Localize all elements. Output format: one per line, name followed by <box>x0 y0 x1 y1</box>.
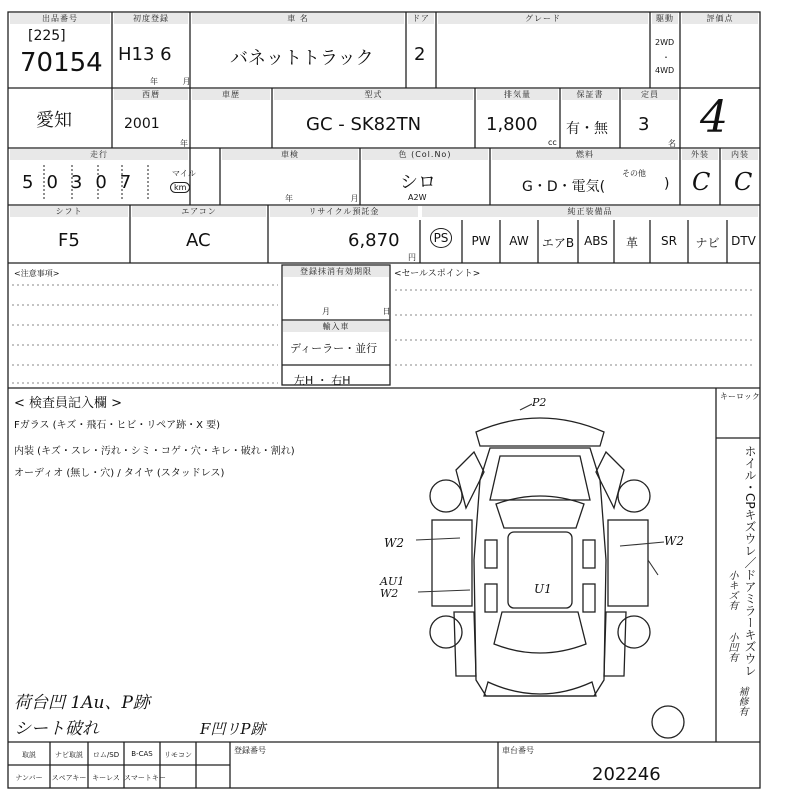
damage-mark-right: W2 <box>664 534 684 548</box>
caution-label: <注意事項> <box>14 269 60 278</box>
model-label: 型式 <box>274 89 473 100</box>
shift-value: F5 <box>58 230 80 251</box>
handwritten-note-1: 荷台凹 1Au、P跡 <box>14 693 150 713</box>
mileage-unit-mile: マイル <box>172 169 196 178</box>
exterior-value: C <box>692 168 711 196</box>
handwritten-note-2: シート破れ <box>14 719 99 739</box>
first-reg-units: 年 月 <box>150 77 191 86</box>
equipment-2: PW <box>471 234 491 248</box>
lot-number: 70154 <box>20 48 103 78</box>
inspector-line1: Fガラス (キズ・飛石・ヒビ・リペア跡・X 要) <box>14 420 221 431</box>
ac-label: エアコン <box>132 206 266 217</box>
interior-label: 内装 <box>722 149 758 160</box>
small-mark-3: 補修有 <box>736 686 747 716</box>
doors-value: 2 <box>414 44 426 65</box>
fuel-other: その他 <box>622 169 646 178</box>
model-value: GC - SK82TN <box>306 114 422 135</box>
damage-mark-front: P2 <box>532 396 547 409</box>
equipment-label: 純正装備品 <box>422 206 758 217</box>
damage-mark-left-rear: AU1 W2 <box>380 575 405 600</box>
capacity-label: 定員 <box>622 89 678 100</box>
first-reg-label: 初度登録 <box>114 13 188 24</box>
handwritten-note-3: F凹リP跡 <box>200 720 266 738</box>
first-reg-value: H13 6 <box>118 44 172 65</box>
import-label: 輸入車 <box>283 321 389 332</box>
lot-label: 出品番号 <box>10 13 110 24</box>
fuel-label: 燃料 <box>492 149 678 160</box>
footer-item-a-4: B-CAS <box>131 750 153 758</box>
damage-mark-roof: U1 <box>534 582 552 596</box>
equipment-1: PS <box>420 231 462 245</box>
footer-item-a-3: ロム/SD <box>92 751 120 759</box>
displacement-label: 排気量 <box>477 89 558 100</box>
reg-expiry-units: 月 日 <box>322 307 391 316</box>
equipment-8: ナビ <box>695 236 720 250</box>
shaken-label: 車検 <box>222 149 358 160</box>
inspection-label: 車歴 <box>192 89 270 100</box>
equipment-5: ABS <box>584 234 608 248</box>
car-name-label: 車 名 <box>192 13 404 24</box>
recycle-unit: 円 <box>408 253 416 262</box>
equipment-6: 革 <box>625 236 638 250</box>
color-label: 色 (Col.No) <box>362 149 488 160</box>
sales-point-label: <セールスポイント> <box>394 269 481 279</box>
car-name-value: バネットトラック <box>230 48 374 69</box>
reg-expiry-label: 登録抹消有効期限 <box>283 266 389 277</box>
footer-item-a-5: リモコン <box>164 751 192 759</box>
color-value: シロ <box>400 172 436 193</box>
footer-item-b-2: スペアキー <box>51 774 87 782</box>
footer-item-b-3: キーレス <box>92 774 120 782</box>
footer-item-a-2: ナビ取説 <box>55 751 83 759</box>
fuel-close: ) <box>664 176 670 192</box>
drive-label: 駆動 <box>652 13 678 24</box>
recycle-label: リサイクル預託金 <box>270 206 418 217</box>
region: 愛知 <box>36 110 72 131</box>
ac-value: AC <box>186 230 211 251</box>
displacement-value: 1,800 <box>486 114 538 135</box>
shaken-units: 年 月 <box>285 194 359 203</box>
equipment-4: エアB <box>541 236 575 250</box>
year-label: 西暦 <box>114 89 188 100</box>
footer-item-a-1: 取説 <box>22 751 36 759</box>
score-value: 4 <box>700 92 728 143</box>
vertical-note: ホイル・CPキズウレ／ドアミラーキズウレ <box>743 445 757 677</box>
doors-label: ドア <box>408 13 434 24</box>
recycle-value: 6,870 <box>348 230 400 251</box>
footer-item-b-4: スマートキー <box>124 774 166 782</box>
lot-bracket: [225] <box>28 28 66 44</box>
inspector-title: < 検査員記入欄 > <box>14 396 123 411</box>
fuel-value: G・D・電気( <box>522 179 606 195</box>
handle-value: 左H ・ 右H <box>294 374 351 387</box>
equipment-9: DTV <box>731 234 756 248</box>
chassis-label: 車台番号 <box>502 746 534 755</box>
mileage-value: 50307 <box>22 172 145 193</box>
import-value: ディーラー・並行 <box>290 342 378 355</box>
year-unit: 年 <box>180 139 188 148</box>
equipment-7: SR <box>661 234 677 248</box>
chassis-value: 202246 <box>592 764 661 785</box>
displacement-unit: cc <box>548 138 557 147</box>
score-label: 評価点 <box>682 13 758 24</box>
drive-dot: ・ <box>662 53 670 62</box>
inspector-line3: オーディオ (無し・穴) / タイヤ (スタッドレス) <box>14 468 225 479</box>
inspector-line2: 内装 (キズ・スレ・汚れ・シミ・コゲ・穴・キレ・破れ・割れ) <box>14 446 295 457</box>
small-mark-1: 小キズ有 <box>726 570 737 610</box>
interior-value: C <box>734 168 753 196</box>
mileage-label: 走行 <box>10 149 188 160</box>
small-mark-2: 小凹有 <box>726 632 737 662</box>
reg-number-label: 登録番号 <box>234 746 266 755</box>
drive-2wd: 2WD <box>655 38 675 47</box>
capacity-value: 3 <box>638 114 650 135</box>
drive-4wd: 4WD <box>655 66 675 75</box>
warranty-label: 保証書 <box>562 89 618 100</box>
key-lock-label: キーロック <box>720 392 760 401</box>
year-value: 2001 <box>124 116 160 132</box>
grade-label: グレード <box>438 13 648 24</box>
damage-mark-left: W2 <box>384 536 404 550</box>
capacity-unit: 名 <box>668 139 676 148</box>
equipment-3: AW <box>509 234 529 248</box>
warranty-value: 有・無 <box>566 121 608 137</box>
mileage-unit-km: km <box>170 182 190 193</box>
footer-item-b-1: ナンバー <box>15 774 43 782</box>
shift-label: シフト <box>10 206 128 217</box>
exterior-label: 外装 <box>682 149 718 160</box>
color-code: A2W <box>408 193 427 202</box>
